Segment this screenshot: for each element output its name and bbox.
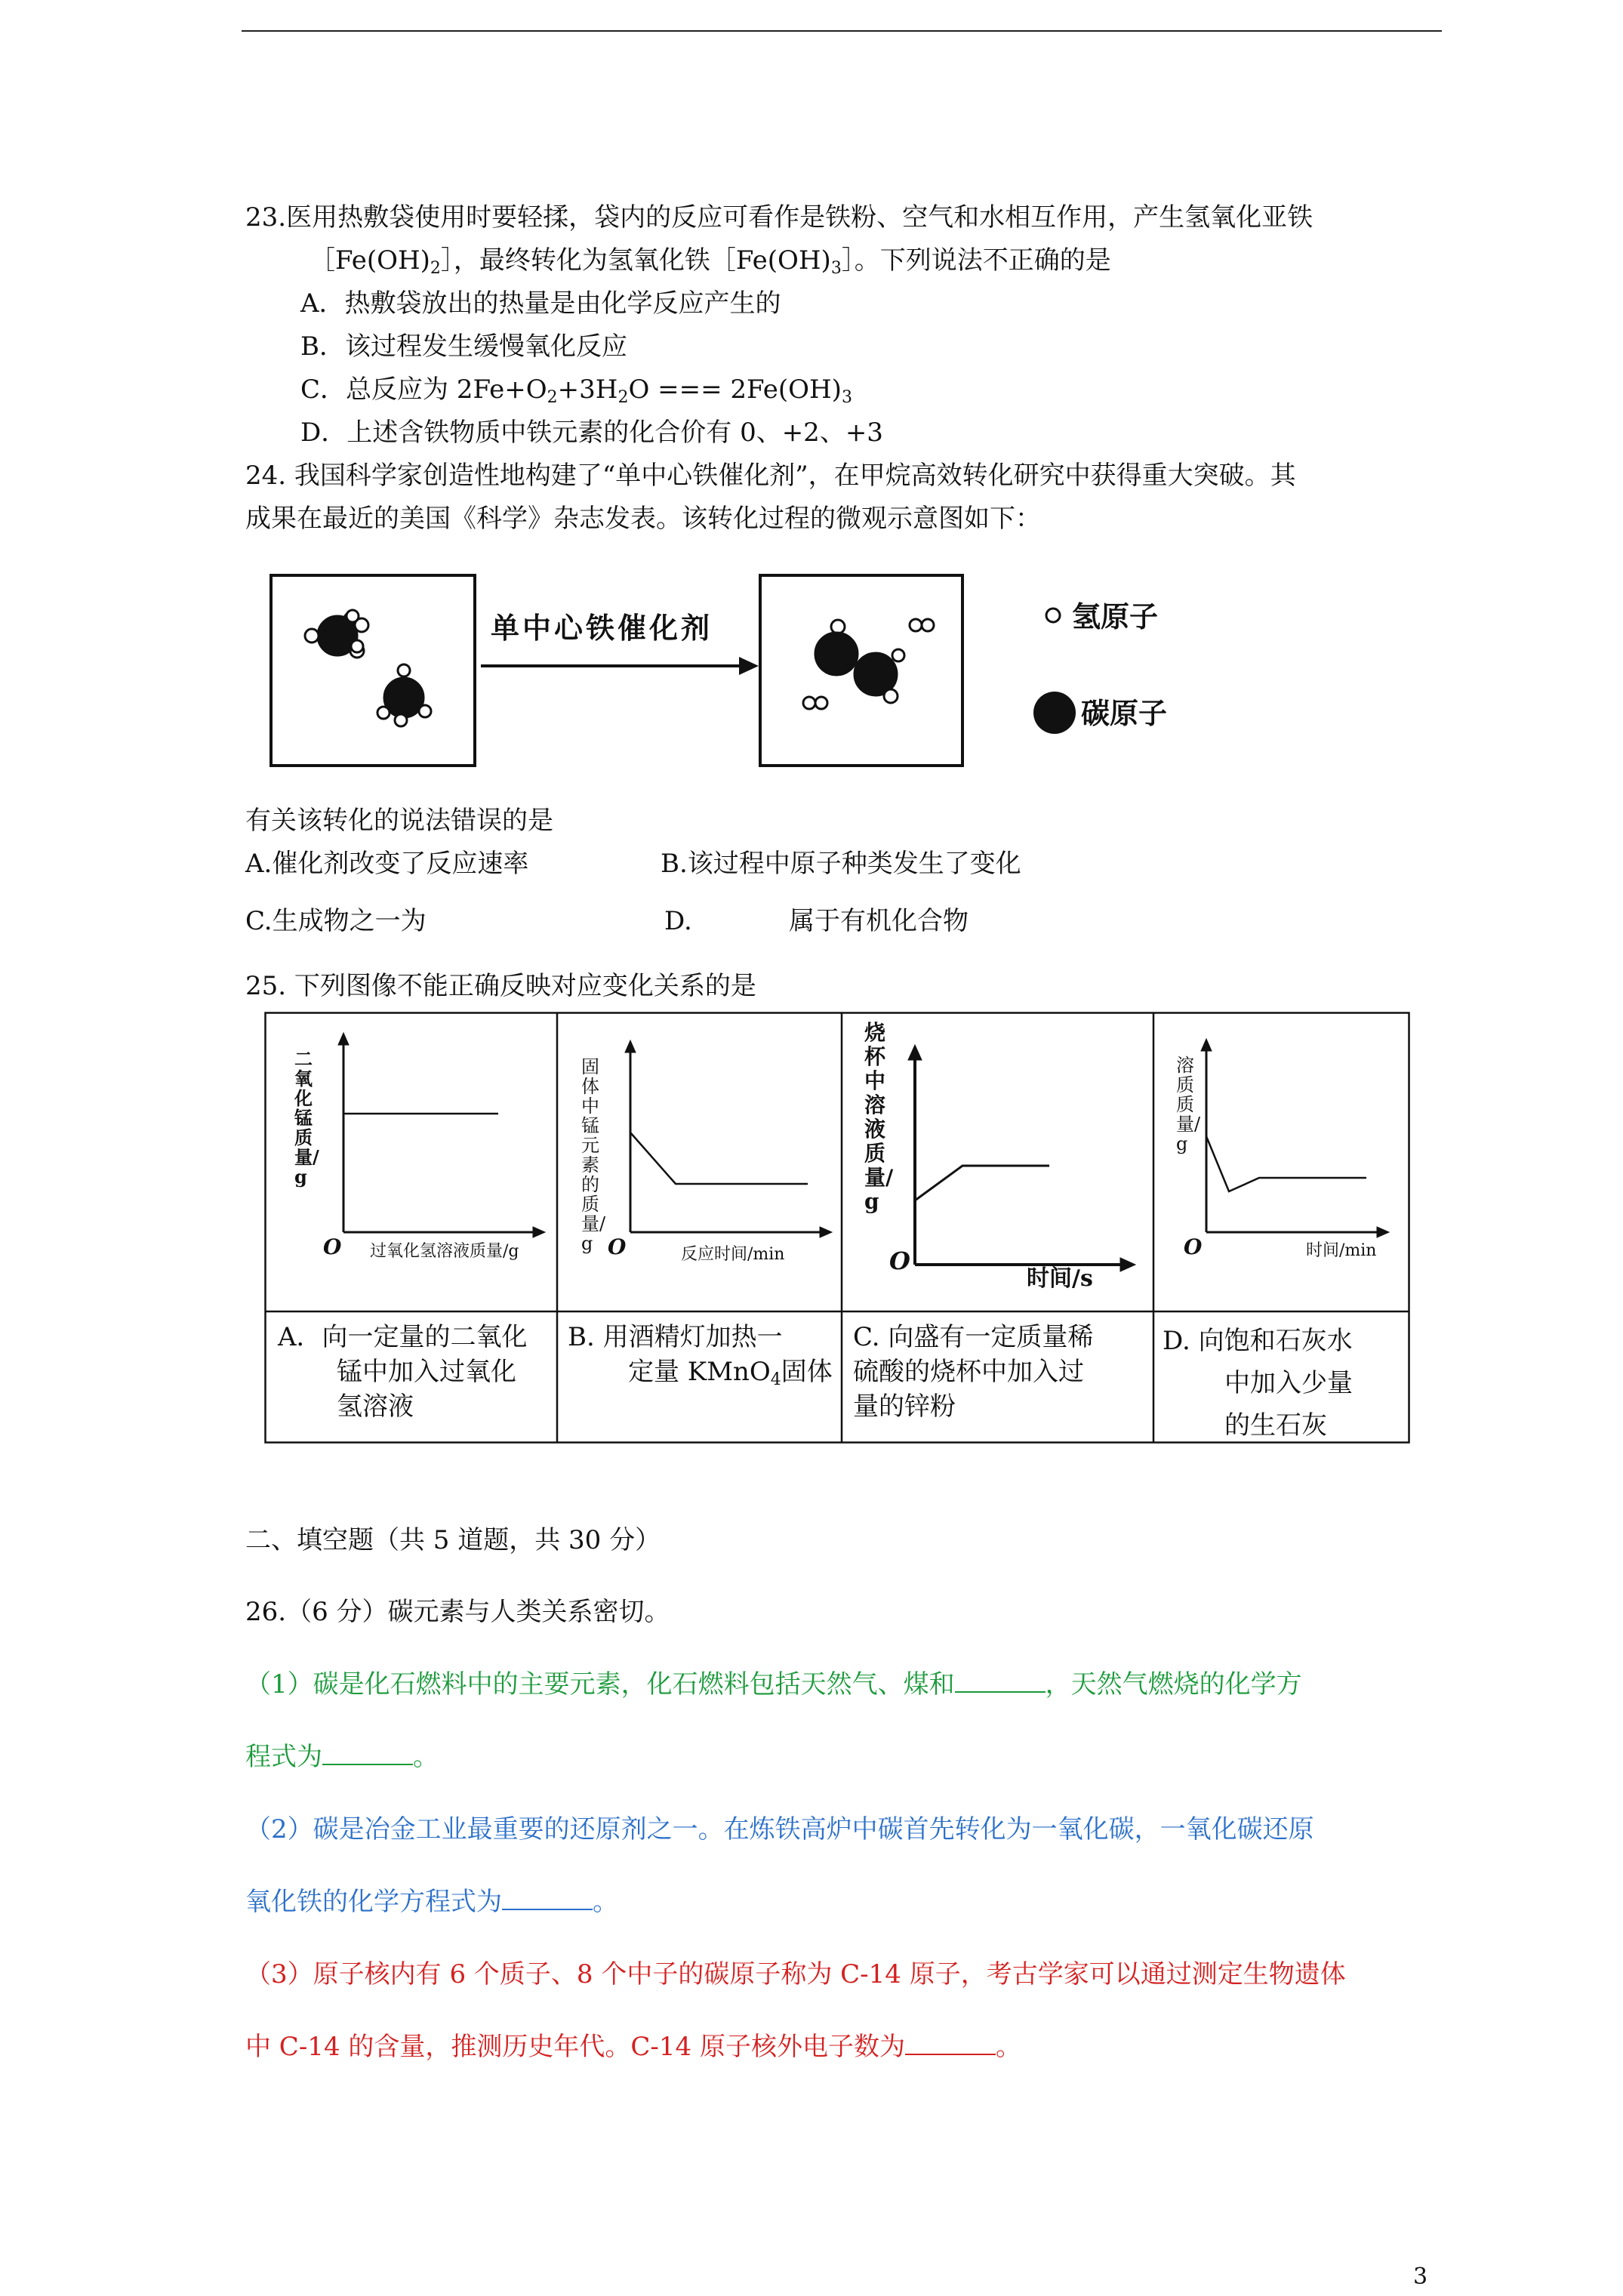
q25-graph-table <box>264 1012 1410 1444</box>
q23-option-d: D．上述含铁物质中铁元素的化合价有 0、+2、+3 <box>300 418 883 448</box>
q23-option-c: C．总反应为 $2Fe+O_2+3H_2O$ === $2Fe(OH)_3$ <box>300 374 852 407</box>
graph-b-xlabel: 反应时间/min <box>681 1245 785 1264</box>
graph-c-xlabel: 时间/s <box>1027 1265 1093 1292</box>
methane-molecule-2 <box>377 664 431 726</box>
q25-stem: 25. 下列图像不能正确反映对应变化关系的是 <box>245 971 756 1001</box>
graph-c-origin: O <box>889 1247 910 1275</box>
q24-stem-line1: 24. 我国科学家创造性地构建了“单中心铁催化剂”，在甲烷高效转化研究中获得重大突破。其 <box>245 461 1296 491</box>
section-2-heading: 二、填空题（共 5 道题，共 30 分） <box>245 1525 661 1555</box>
legend-hydrogen-label: 氢原子 <box>1072 599 1159 633</box>
q24-option-a: A.催化剂改变了反应速率 <box>245 849 529 879</box>
q23-stem-line2: $[Fe(OH)_2]$，最终转化为氢氧化铁$[Fe(OH)_3]$。下列说法不正确的是 <box>310 245 1111 278</box>
graph-b-origin: O <box>608 1234 627 1259</box>
q23-stem-line1: 23.医用热敷袋使用时要轻揉，袋内的反应可看作是铁粉、空气和水相互作用，产生氢氧化亚铁 <box>245 202 1313 233</box>
graph-d-origin: O <box>1184 1234 1203 1259</box>
q23-option-b: B．该过程发生缓慢氧化反应 <box>300 331 627 362</box>
q26-part2-line1: （2）碳是冶金工业最重要的还原剂之一。在炼铁高炉中碳首先转化为一氧化碳，一氧化碳还原 <box>245 1814 1314 1845</box>
reaction-arrow <box>481 657 759 675</box>
q26-blank-4[interactable] <box>905 2032 996 2055</box>
graph-a-plot <box>338 1033 545 1237</box>
q24-prompt: 有关该转化的说法错误的是 <box>245 806 553 836</box>
graph-b-ylabel: 固体中锰元素的质量/g <box>581 1056 606 1254</box>
graph-a-caption: A．向一定量的二氧化 锰中加入过氧化 氢溶液 <box>278 1322 528 1422</box>
graph-d-plot <box>1201 1039 1389 1237</box>
q24-option-c: C.生成物之一为 <box>245 906 427 936</box>
graph-c-ylabel: 烧杯中溶液质量/g <box>864 1020 894 1214</box>
q24-option-b: B.该过程中原子种类发生了变化 <box>661 849 1021 879</box>
legend-carbon-icon <box>1033 692 1076 734</box>
q26-part2-line2: 氧化铁的化学方程式为 。 <box>245 1887 618 1917</box>
reactant-box <box>271 575 475 766</box>
graph-c-plot <box>908 1045 1135 1271</box>
q24-micro-diagram <box>268 572 1204 770</box>
q24-stem-line2: 成果在最近的美国《科学》杂志发表。该转化过程的微观示意图如下： <box>245 504 1041 534</box>
graph-b-caption: B. 用酒精灯加热一 定量 KMnO$_4$固体 <box>568 1322 833 1389</box>
q24-option-d-letter: D. <box>664 906 692 936</box>
q26-stem: 26.（6 分）碳元素与人类关系密切。 <box>245 1597 670 1627</box>
graph-d-ylabel: 溶质质量/g <box>1176 1055 1201 1154</box>
graph-b-plot <box>625 1040 832 1237</box>
graph-d-xlabel: 时间/min <box>1306 1241 1377 1260</box>
graph-a-origin: O <box>323 1234 342 1259</box>
methane-molecule-1 <box>305 610 368 658</box>
graph-a-ylabel: 二氧化锰质量/g <box>294 1048 319 1188</box>
q26-blank-1[interactable] <box>955 1670 1046 1693</box>
legend-hydrogen-icon <box>1046 609 1060 622</box>
q23-option-a: A．热敷袋放出的热量是由化学反应产生的 <box>300 288 781 319</box>
q26-part3-line1: （3）原子核内有 6 个质子、8 个中子的碳原子称为 C-14 原子，考古学家可以通过测定生物遗体 <box>245 1959 1346 1989</box>
graph-a-xlabel: 过氧化氢溶液质量/g <box>370 1242 519 1261</box>
q26-part3-line2: 中 C-14 的含量，推测历史年代。C-14 原子核外电子数为 。 <box>245 2032 1021 2062</box>
header-rule <box>242 30 1442 32</box>
ethylene-molecule <box>815 620 904 703</box>
q26-blank-3[interactable] <box>502 1888 593 1910</box>
page-number: 3 <box>1413 2264 1428 2290</box>
legend-carbon-label: 碳原子 <box>1081 696 1168 730</box>
catalyst-label: 单中心铁催化剂 <box>491 611 713 645</box>
q24-option-d: 属于有机化合物 <box>789 906 969 936</box>
q26-blank-2[interactable] <box>322 1743 413 1765</box>
graph-d-caption: D. 向饱和石灰水 中加入少量 的生石灰 <box>1163 1326 1353 1441</box>
q26-part1-line2: 程式为 。 <box>245 1742 439 1772</box>
q26-part1-line1: （1）碳是化石燃料中的主要元素，化石燃料包括天然气、煤和 ，天然气燃烧的化学方 <box>245 1669 1302 1700</box>
graph-c-caption: C. 向盛有一定质量稀 硫酸的烧杯中加入过 量的锌粉 <box>853 1322 1094 1422</box>
